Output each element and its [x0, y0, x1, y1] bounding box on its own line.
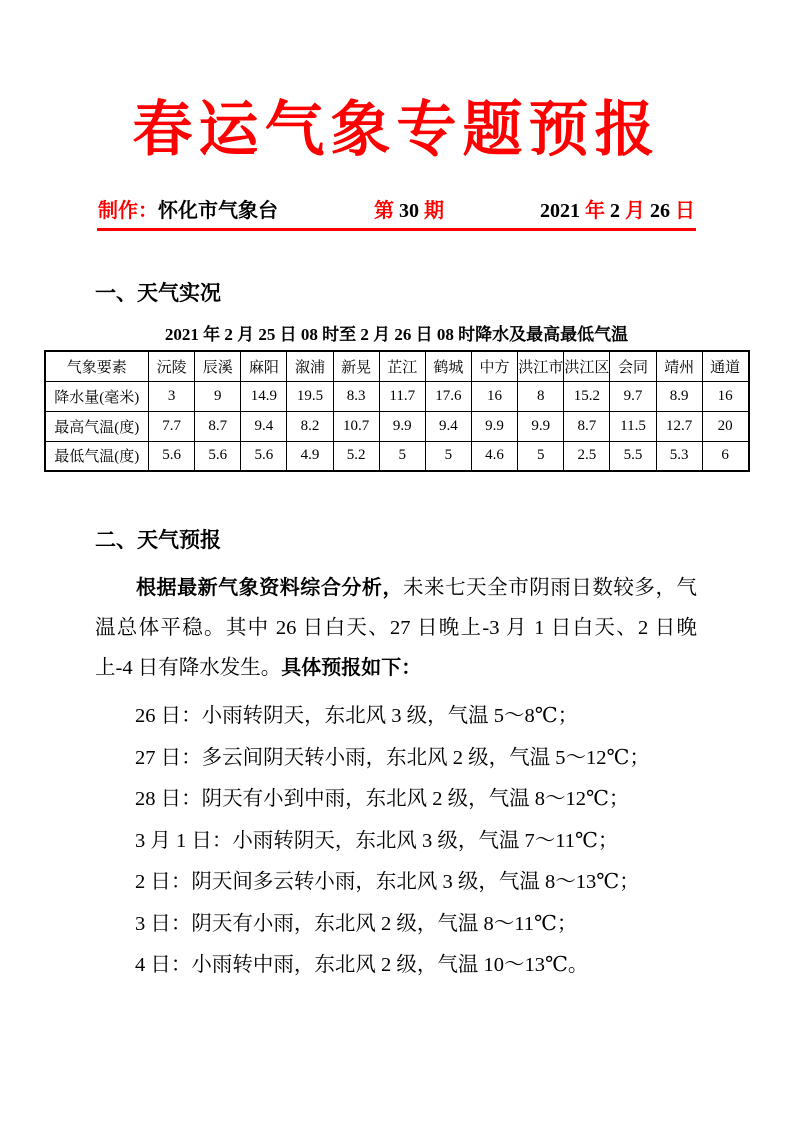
table-cell: 10.7: [333, 411, 379, 441]
table-station-header: 芷江: [379, 351, 425, 381]
table-cell: 14.9: [241, 381, 287, 411]
maker-value: 怀化市气象台: [158, 200, 278, 222]
intro-text: 未来七天全市阴雨日数较多，气温总体平稳。其中 26 日白天、27 日晚上-3 月 1 日白天、2 日晚上-4 日有降水发生。: [95, 577, 697, 679]
table-cell: 9.9: [379, 411, 425, 441]
row-label: 最高气温(度): [45, 411, 149, 441]
table-cell: 5.6: [241, 441, 287, 471]
table-cell: 9.7: [610, 381, 656, 411]
table-cell: 6: [702, 441, 748, 471]
table-cell: 2.5: [564, 441, 610, 471]
table-station-header: 沅陵: [149, 351, 195, 381]
issue-value: 30: [399, 200, 419, 222]
date-month: 2: [610, 200, 620, 222]
table-cell: 15.2: [564, 381, 610, 411]
forecast-line: 26 日：小雨转阴天，东北风 3 级，气温 5～8℃；: [135, 705, 579, 727]
table-cell: 5.5: [610, 441, 656, 471]
table-cell: 5.2: [333, 441, 379, 471]
table-cell: 9.9: [471, 411, 517, 441]
table-row: [45, 441, 749, 471]
table-row: [45, 381, 749, 411]
weather-table-caption: 2021 年 2 月 25 日 08 时至 2 月 26 日 08 时降水及最高最低气温: [164, 325, 629, 344]
table-station-header: 辰溪: [195, 351, 241, 381]
table-cell: 17.6: [425, 381, 471, 411]
table-station-header: 靖州: [656, 351, 702, 381]
header-divider-rule: [97, 228, 696, 231]
table-cell: 4.6: [471, 441, 517, 471]
forecast-line: 4 日：小雨转中雨，东北风 2 级，气温 10～13℃。: [135, 954, 589, 976]
table-cell: 19.5: [287, 381, 333, 411]
table-station-header: 溆浦: [287, 351, 333, 381]
table-cell: 20: [702, 411, 748, 441]
date-year: 2021: [540, 200, 580, 222]
table-station-header: 新晃: [333, 351, 379, 381]
table-station-header: 通道: [702, 351, 748, 381]
row-label: 最低气温(度): [45, 441, 149, 471]
document-title: 春运气象专题预报: [132, 97, 661, 163]
date-year-label: 年: [585, 200, 605, 222]
forecast-line: 3 月 1 日：小雨转阴天，东北风 3 级，气温 7～11℃；: [135, 829, 619, 852]
table-station-header: 会同: [610, 351, 656, 381]
table-cell: 8: [518, 381, 564, 411]
table-station-header: 洪江市: [518, 351, 564, 381]
issue-prefix: 第: [374, 200, 394, 222]
table-cell: 8.3: [333, 381, 379, 411]
table-cell: 9: [195, 381, 241, 411]
table-cell: 8.9: [656, 381, 702, 411]
table-cell: 4.9: [287, 441, 333, 471]
table-station-header: 麻阳: [241, 351, 287, 381]
maker-info: [98, 194, 278, 223]
date-month-label: 月: [625, 200, 645, 222]
table-row: [45, 411, 749, 441]
table-cell: 5.6: [149, 441, 195, 471]
table-cell: 12.7: [656, 411, 702, 441]
issue-date: [540, 194, 695, 223]
table-cell: 11.7: [379, 381, 425, 411]
table-cell: 9.4: [425, 411, 471, 441]
forecast-list: [95, 696, 698, 987]
table-cell: 8.7: [195, 411, 241, 441]
table-cell: 16: [702, 381, 748, 411]
table-cell: 8.7: [564, 411, 610, 441]
section1-heading: 一、天气实况: [95, 282, 221, 305]
table-cell: 5.6: [195, 441, 241, 471]
table-corner-header: 气象要素: [45, 351, 149, 381]
intro-bold-lead: 根据最新气象资料综合分析，: [136, 577, 403, 599]
row-label: 降水量(毫米): [45, 381, 149, 411]
table-cell: 11.5: [610, 411, 656, 441]
table-header-row: [45, 351, 749, 381]
forecast-intro-paragraph: [95, 568, 697, 688]
issue-suffix: 期: [424, 200, 444, 222]
table-cell: 5: [379, 441, 425, 471]
table-cell: 16: [471, 381, 517, 411]
forecast-line: 27 日：多云间阴天转小雨，东北风 2 级，气温 5～12℃；: [135, 746, 650, 769]
issue-number: [374, 194, 444, 223]
table-cell: 5.3: [656, 441, 702, 471]
weather-observation-table: [44, 350, 750, 472]
date-day: 26: [650, 200, 670, 222]
maker-label: 制作：: [98, 200, 158, 222]
table-cell: 7.7: [149, 411, 195, 441]
table-cell: 9.9: [518, 411, 564, 441]
table-cell: 3: [149, 381, 195, 411]
section2-heading: 二、天气预报: [95, 529, 221, 552]
table-cell: 5: [425, 441, 471, 471]
table-station-header: 洪江区: [564, 351, 610, 381]
document-header-row: [98, 194, 695, 223]
forecast-line: 2 日：阴天间多云转小雨，东北风 3 级，气温 8～13℃；: [135, 871, 640, 893]
date-day-label: 日: [675, 200, 695, 222]
table-station-header: 中方: [471, 351, 517, 381]
forecast-line: 3 日：阴天有小雨，东北风 2 级，气温 8～11℃；: [135, 912, 578, 935]
intro-bold-tail: 具体预报如下：: [281, 657, 422, 679]
table-station-header: 鹤城: [425, 351, 471, 381]
forecast-line: 28 日：阴天有小到中雨，东北风 2 级，气温 8～12℃；: [135, 788, 630, 810]
table-cell: 8.2: [287, 411, 333, 441]
table-cell: 9.4: [241, 411, 287, 441]
table-cell: 5: [518, 441, 564, 471]
